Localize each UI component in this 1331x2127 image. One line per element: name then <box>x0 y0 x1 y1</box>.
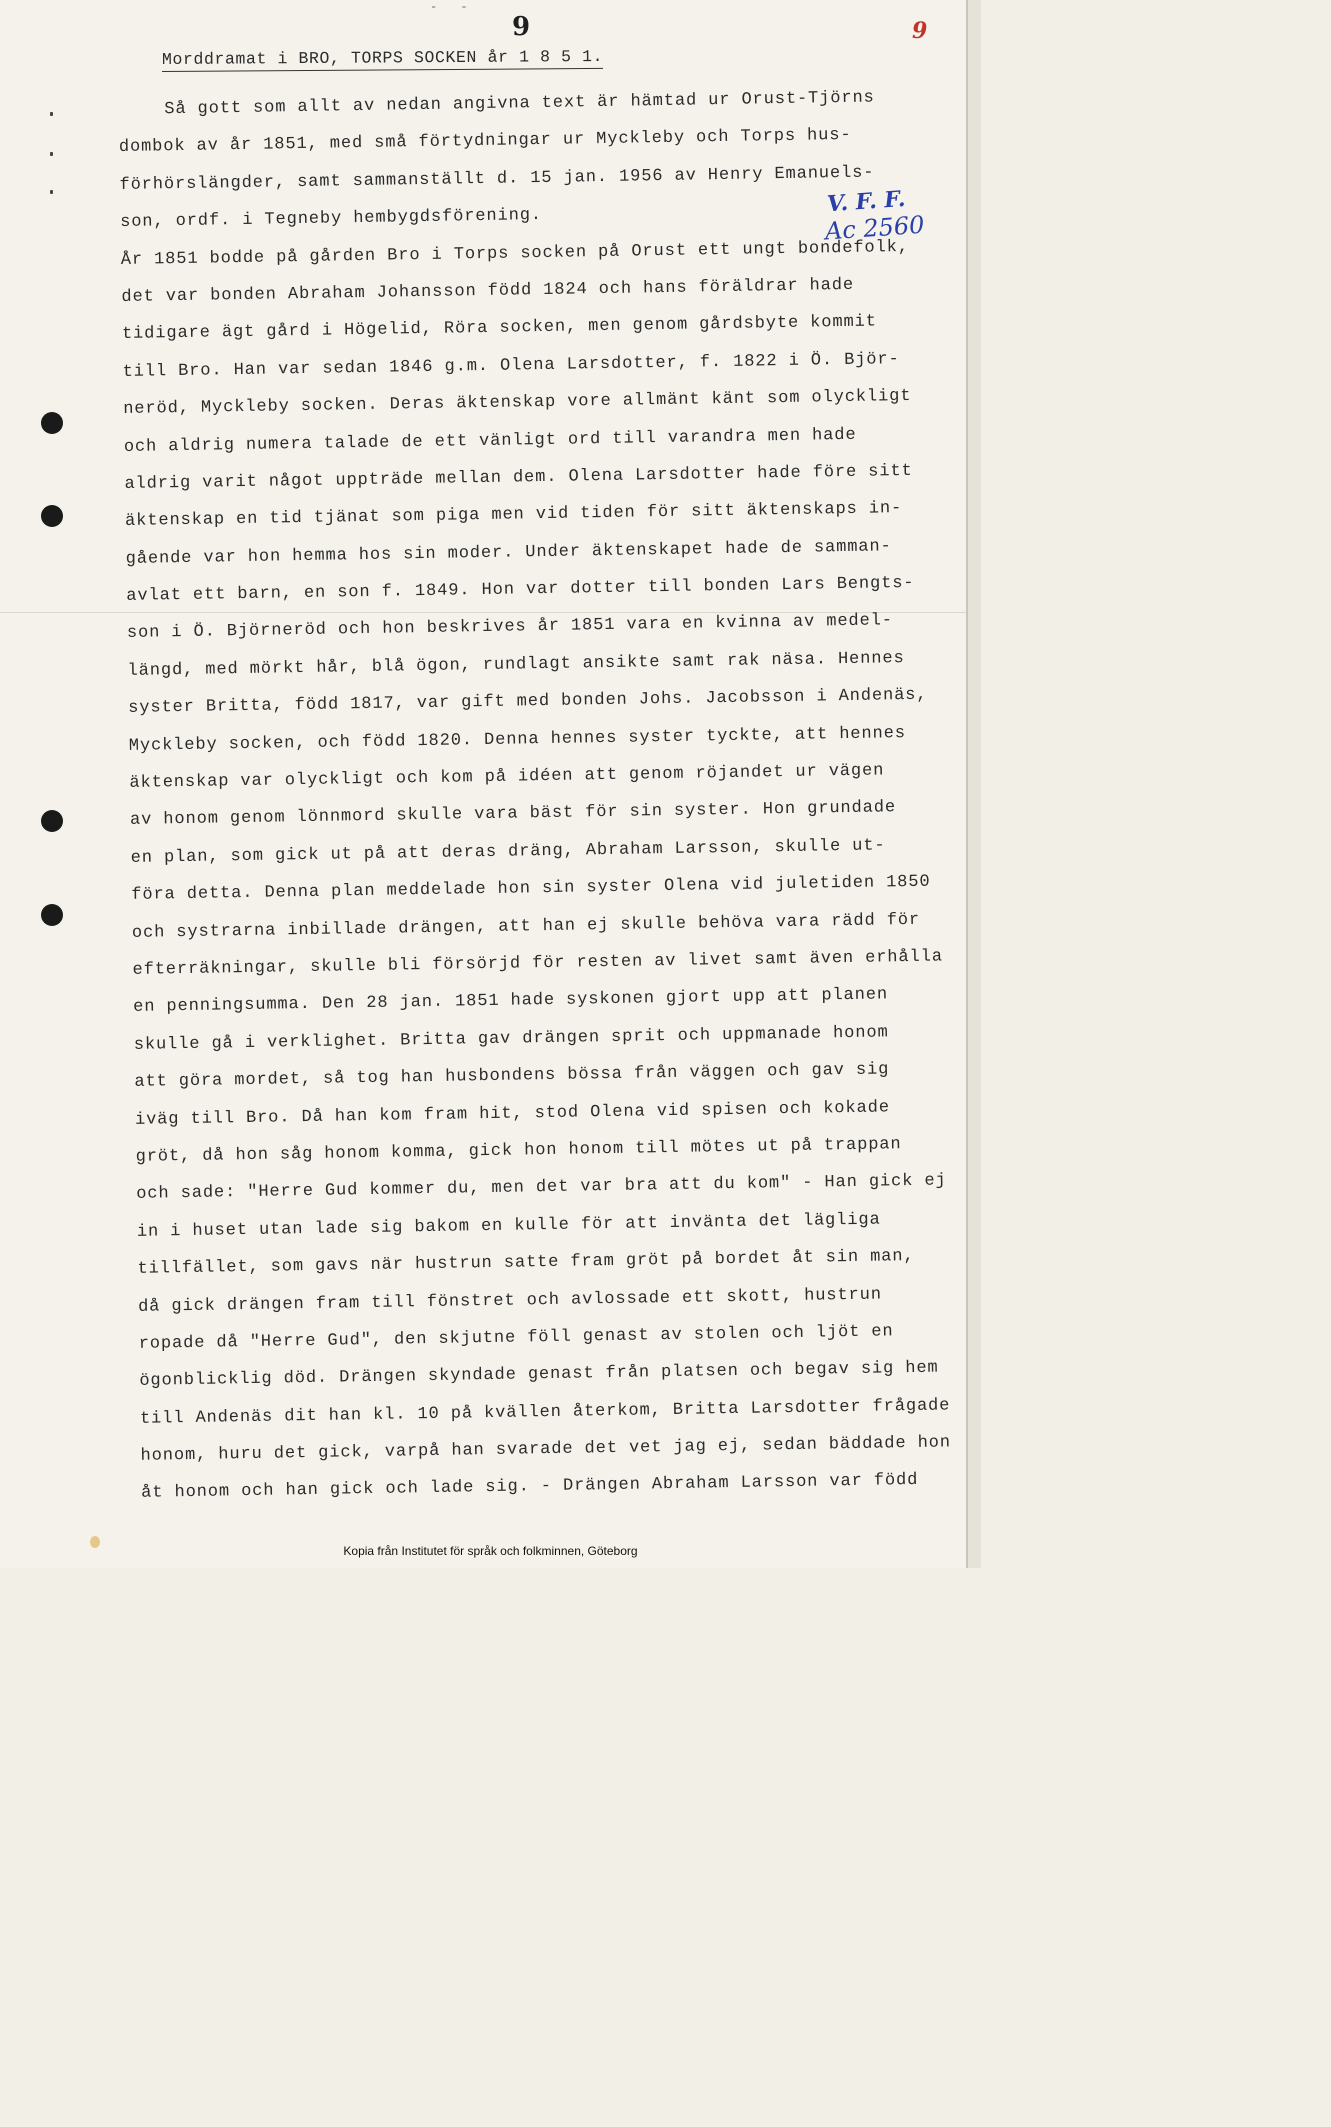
text-line: det var bonden Abraham Johansson född 1824 och hans föräldrar hade <box>121 275 855 307</box>
text-line: son i Ö. Björneröd och hon beskrives år 1851 vara en kvinna av medel- <box>126 611 894 644</box>
punch-hole <box>41 904 63 926</box>
text-line: tidigare ägt gård i Högelid, Röra socken, men genom gårdsbyte kommit <box>121 312 878 345</box>
punch-hole <box>41 505 63 527</box>
text-line: och systrarna inbillade drängen, att han ej skulle behöva vara rädd för <box>131 910 921 943</box>
text-line: av honom genom lönnmord skulle vara bäst för sin syster. Hon grundade <box>129 798 897 831</box>
text-line: då gick drängen fram till fönstret och avlossade ett skott, hustrun <box>137 1285 883 1317</box>
punch-hole <box>41 810 63 832</box>
text-line: aldrig varit något uppträde mellan dem. Olena Larsdotter hade före sitt <box>124 461 913 494</box>
text-line: avlat ett barn, en son f. 1849. Hon var dotter till bonden Lars Bengts- <box>126 573 915 607</box>
archive-footer: Kopia från Institutet för språk och folkminnen, Göteborg <box>343 1544 638 1558</box>
text-line: förhörslängder, samt sammanställt d. 15 jan. 1956 av Henry Emanuels- <box>119 163 875 195</box>
text-line: till Bro. Han var sedan 1846 g.m. Olena Larsdotter, f. 1822 i Ö. Björ- <box>122 349 900 382</box>
text-line: och sade: "Herre Gud kommer du, men det var bra att du kom" - Han gick ej <box>136 1171 947 1205</box>
page-number: 9 <box>512 12 531 42</box>
margin-mark <box>50 152 53 156</box>
text-line: att göra mordet, så tog han husbondens bössa från väggen och gav sig <box>134 1060 890 1093</box>
text-line: efterräkningar, skulle bli försörjd för resten av livet samt även erhålla <box>132 947 944 980</box>
margin-mark <box>50 190 53 194</box>
stamp-line-1: V. F. F. <box>826 185 907 218</box>
text-line: gröt, då hon såg honom komma, gick hon honom till mötes ut på trappan <box>135 1135 902 1167</box>
page-number-handwritten: 9 <box>912 18 928 44</box>
text-line: ropade då "Herre Gud", den skjutne föll genast av stolen och ljöt en <box>138 1322 894 1354</box>
text-line: gående var hon hemma hos sin moder. Under äktenskapet hade de samman- <box>125 536 892 569</box>
text-line: Myckleby socken, och född 1820. Denna hennes syster tyckte, att hennes <box>128 723 907 756</box>
text-line: en plan, som gick ut på att deras dräng, Abraham Larsson, skulle ut- <box>130 836 886 868</box>
text-line: till Andenäs dit han kl. 10 på kvällen återkom, Britta Larsdotter frågade <box>139 1396 951 1429</box>
text-line: en penningsumma. Den 28 jan. 1851 hade syskonen gjort upp att planen <box>133 985 889 1018</box>
text-line: skulle gå i verklighet. Britta gav drängen sprit och uppmanade honom <box>133 1023 889 1055</box>
text-line: honom, huru det gick, varpå han svarade det vet jag ej, sedan bäddade hon <box>140 1433 952 1466</box>
text-line: äktenskap en tid tjänat som piga men vid tiden för sitt äktenskaps in- <box>124 499 903 532</box>
text-line: in i huset utan lade sig bakom en kulle för att invänta det lägliga <box>136 1210 881 1242</box>
text-line: År 1851 bodde på gården Bro i Torps socken på Orust ett ungt bondefolk, <box>120 237 910 270</box>
text-line: iväg till Bro. Då han kom fram hit, stod Olena vid spisen och kokade <box>134 1097 891 1130</box>
text-line: åt honom och han gick och lade sig. - Drängen Abraham Larsson var född <box>141 1471 919 1504</box>
text-line: syster Britta, född 1817, var gift med bonden Johs. Jacobsson i Andenäs, <box>128 685 928 719</box>
text-line: och aldrig numera talade de ett vänligt ord till varandra men hade <box>123 425 857 457</box>
text-line: äktenskap var olyckligt och kom på idéen att genom röjandet ur vägen <box>129 761 885 793</box>
text-line: längd, med mörkt hår, blå ögon, rundlagt ansikte samt rak näsa. Hennes <box>127 648 905 681</box>
body-text <box>118 78 991 1513</box>
scan-edge <box>968 0 981 1568</box>
text-line: föra detta. Denna plan meddelade hon sin syster Olena vid juletiden 1850 <box>131 872 931 906</box>
text-line: Så gott som allt av nedan angivna text är hämtad ur Orust-Tjörns <box>164 88 875 120</box>
text-line: tillfället, som gavs när hustrun satte fram gröt på bordet åt sin man, <box>137 1247 915 1279</box>
punch-hole <box>41 412 63 434</box>
document-title: Morddramat i BRO, TORPS SOCKEN år 1 8 5 1. <box>162 47 603 72</box>
text-line: ögonblicklig död. Drängen skyndade genast från platsen och begav sig hem <box>139 1358 939 1392</box>
text-line: dombok av år 1851, med små förtydningar ur Myckleby och Torps hus- <box>118 126 852 158</box>
text-line: son, ordf. i Tegneby hembygdsförening. <box>120 206 543 233</box>
archive-stamp <box>826 187 925 244</box>
stamp-line-2: Ac 2560 <box>824 210 926 246</box>
margin-mark <box>50 112 53 116</box>
text-line: neröd, Myckleby socken. Deras äktenskap vore allmänt känt som olyckligt <box>123 387 912 420</box>
top-marks: - - <box>430 0 476 14</box>
